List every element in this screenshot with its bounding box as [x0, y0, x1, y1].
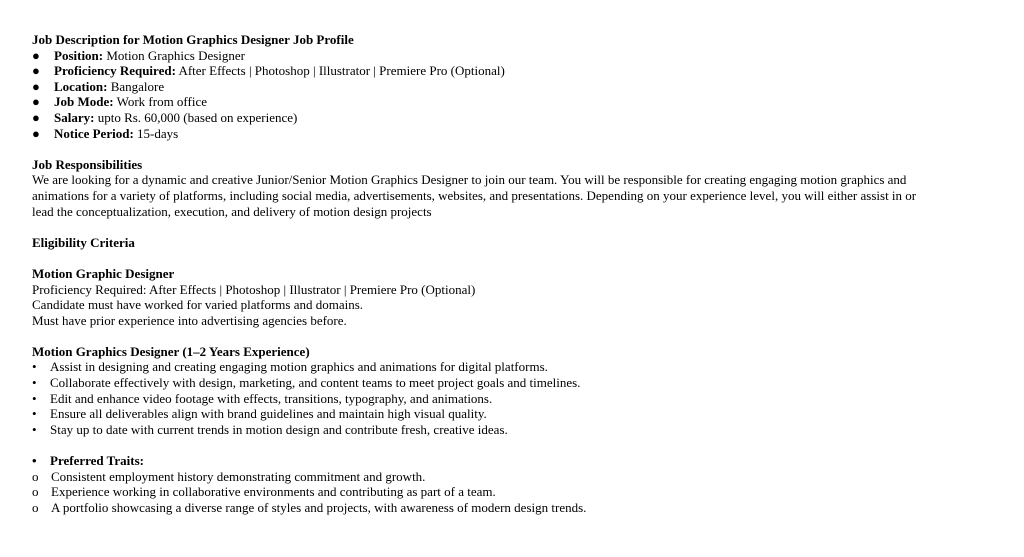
bullet-icon: ● [32, 78, 40, 94]
criteria-line: Must have prior experience into advertising agencies before. [32, 312, 347, 328]
profile-item-notice-period [32, 126, 1024, 142]
paragraph-line: We are looking for a dynamic and creative Junior/Senior Motion Graphics Designer to join our team. You will be responsible for creating engaging motion graphics and [32, 172, 907, 188]
list-item-text: Ensure all deliverables align with brand guidelines and maintain high visual quality. [50, 406, 487, 422]
bullet-icon: • [32, 453, 37, 469]
document-title: Job Description for Motion Graphics Designer Job Profile [32, 32, 354, 47]
list-item [32, 484, 1024, 500]
list-item [32, 469, 1024, 485]
paragraph-line: animations for a variety of platforms, including social media, advertisements, websites, and presentations. Depending on your experience level, you will either assist in or [32, 187, 917, 203]
responsibilities-section [32, 157, 1024, 219]
list-item-text: A portfolio showcasing a diverse range of styles and projects, with awareness of modern design trends. [51, 499, 587, 515]
subsection-heading: Motion Graphics Designer (1–2 Years Experience) [32, 343, 310, 359]
bullet-icon: • [32, 421, 37, 437]
circle-bullet-icon: o [32, 484, 39, 500]
profile-item-location [32, 79, 1024, 95]
profile-item-value: 15-days [133, 125, 179, 141]
profile-item-value: Motion Graphics Designer [103, 47, 246, 63]
profile-item-value: upto Rs. 60,000 (based on experience) [94, 109, 298, 125]
bullet-icon: ● [32, 94, 40, 110]
list-item [32, 406, 1024, 422]
section-heading: Eligibility Criteria [32, 234, 135, 250]
spacer [32, 219, 1024, 235]
profile-item-value: Work from office [113, 94, 208, 110]
profile-item-position [32, 48, 1024, 64]
profile-item-label: Position: [54, 47, 104, 63]
bullet-icon: ● [32, 63, 40, 79]
spacer [32, 328, 1024, 344]
bullet-icon: • [32, 359, 37, 375]
list-item-text: Edit and enhance video footage with effects, transitions, typography, and animations. [50, 390, 493, 406]
preferred-traits-heading-row [32, 453, 1024, 469]
paragraph-line: lead the conceptualization, execution, and delivery of motion design projects [32, 203, 432, 219]
bullet-icon: ● [32, 109, 40, 125]
experience-section [32, 344, 1024, 438]
list-item-text: Experience working in collaborative environments and contributing as part of a team. [51, 484, 496, 500]
spacer [32, 250, 1024, 266]
list-item-text: Consistent employment history demonstrating commitment and growth. [51, 468, 426, 484]
profile-item-value: After Effects | Photoshop | Illustrator | Premiere Pro (Optional) [175, 63, 505, 79]
bullet-icon: • [32, 390, 37, 406]
bullet-icon: ● [32, 125, 40, 141]
preferred-traits-section [32, 453, 1024, 515]
bullet-icon: • [32, 375, 37, 391]
list-item [32, 422, 1024, 438]
profile-item-label: Notice Period: [54, 125, 134, 141]
subsection-heading: Motion Graphic Designer [32, 265, 175, 281]
spacer [32, 437, 1024, 453]
profile-item-job-mode [32, 94, 1024, 110]
profile-list [32, 48, 1024, 142]
profile-item-label: Proficiency Required: [54, 63, 176, 79]
profile-item-proficiency [32, 63, 1024, 79]
list-item-text: Stay up to date with current trends in motion design and contribute fresh, creative ideas. [50, 421, 508, 437]
bullet-icon: • [32, 406, 37, 422]
list-item [32, 500, 1024, 516]
bullet-icon: ● [32, 47, 40, 63]
list-item [32, 391, 1024, 407]
list-item-text: Collaborate effectively with design, marketing, and content teams to meet project goals and timelines. [50, 375, 581, 391]
criteria-line: Proficiency Required: After Effects | Photoshop | Illustrator | Premiere Pro (Optional) [32, 281, 476, 297]
spacer [32, 141, 1024, 157]
circle-bullet-icon: o [32, 499, 39, 515]
section-heading: Job Responsibilities [32, 156, 143, 172]
profile-item-label: Job Mode: [54, 94, 114, 110]
subsection-heading: Preferred Traits: [50, 453, 144, 469]
circle-bullet-icon: o [32, 468, 39, 484]
list-item-text: Assist in designing and creating engaging motion graphics and animations for digital platforms. [50, 359, 548, 375]
list-item [32, 375, 1024, 391]
criteria-line: Candidate must have worked for varied platforms and domains. [32, 297, 364, 313]
profile-item-salary [32, 110, 1024, 126]
profile-item-label: Salary: [54, 109, 95, 125]
profile-item-label: Location: [54, 78, 108, 94]
motion-graphic-designer-section [32, 266, 1024, 328]
profile-item-value: Bangalore [107, 78, 165, 94]
list-item [32, 359, 1024, 375]
